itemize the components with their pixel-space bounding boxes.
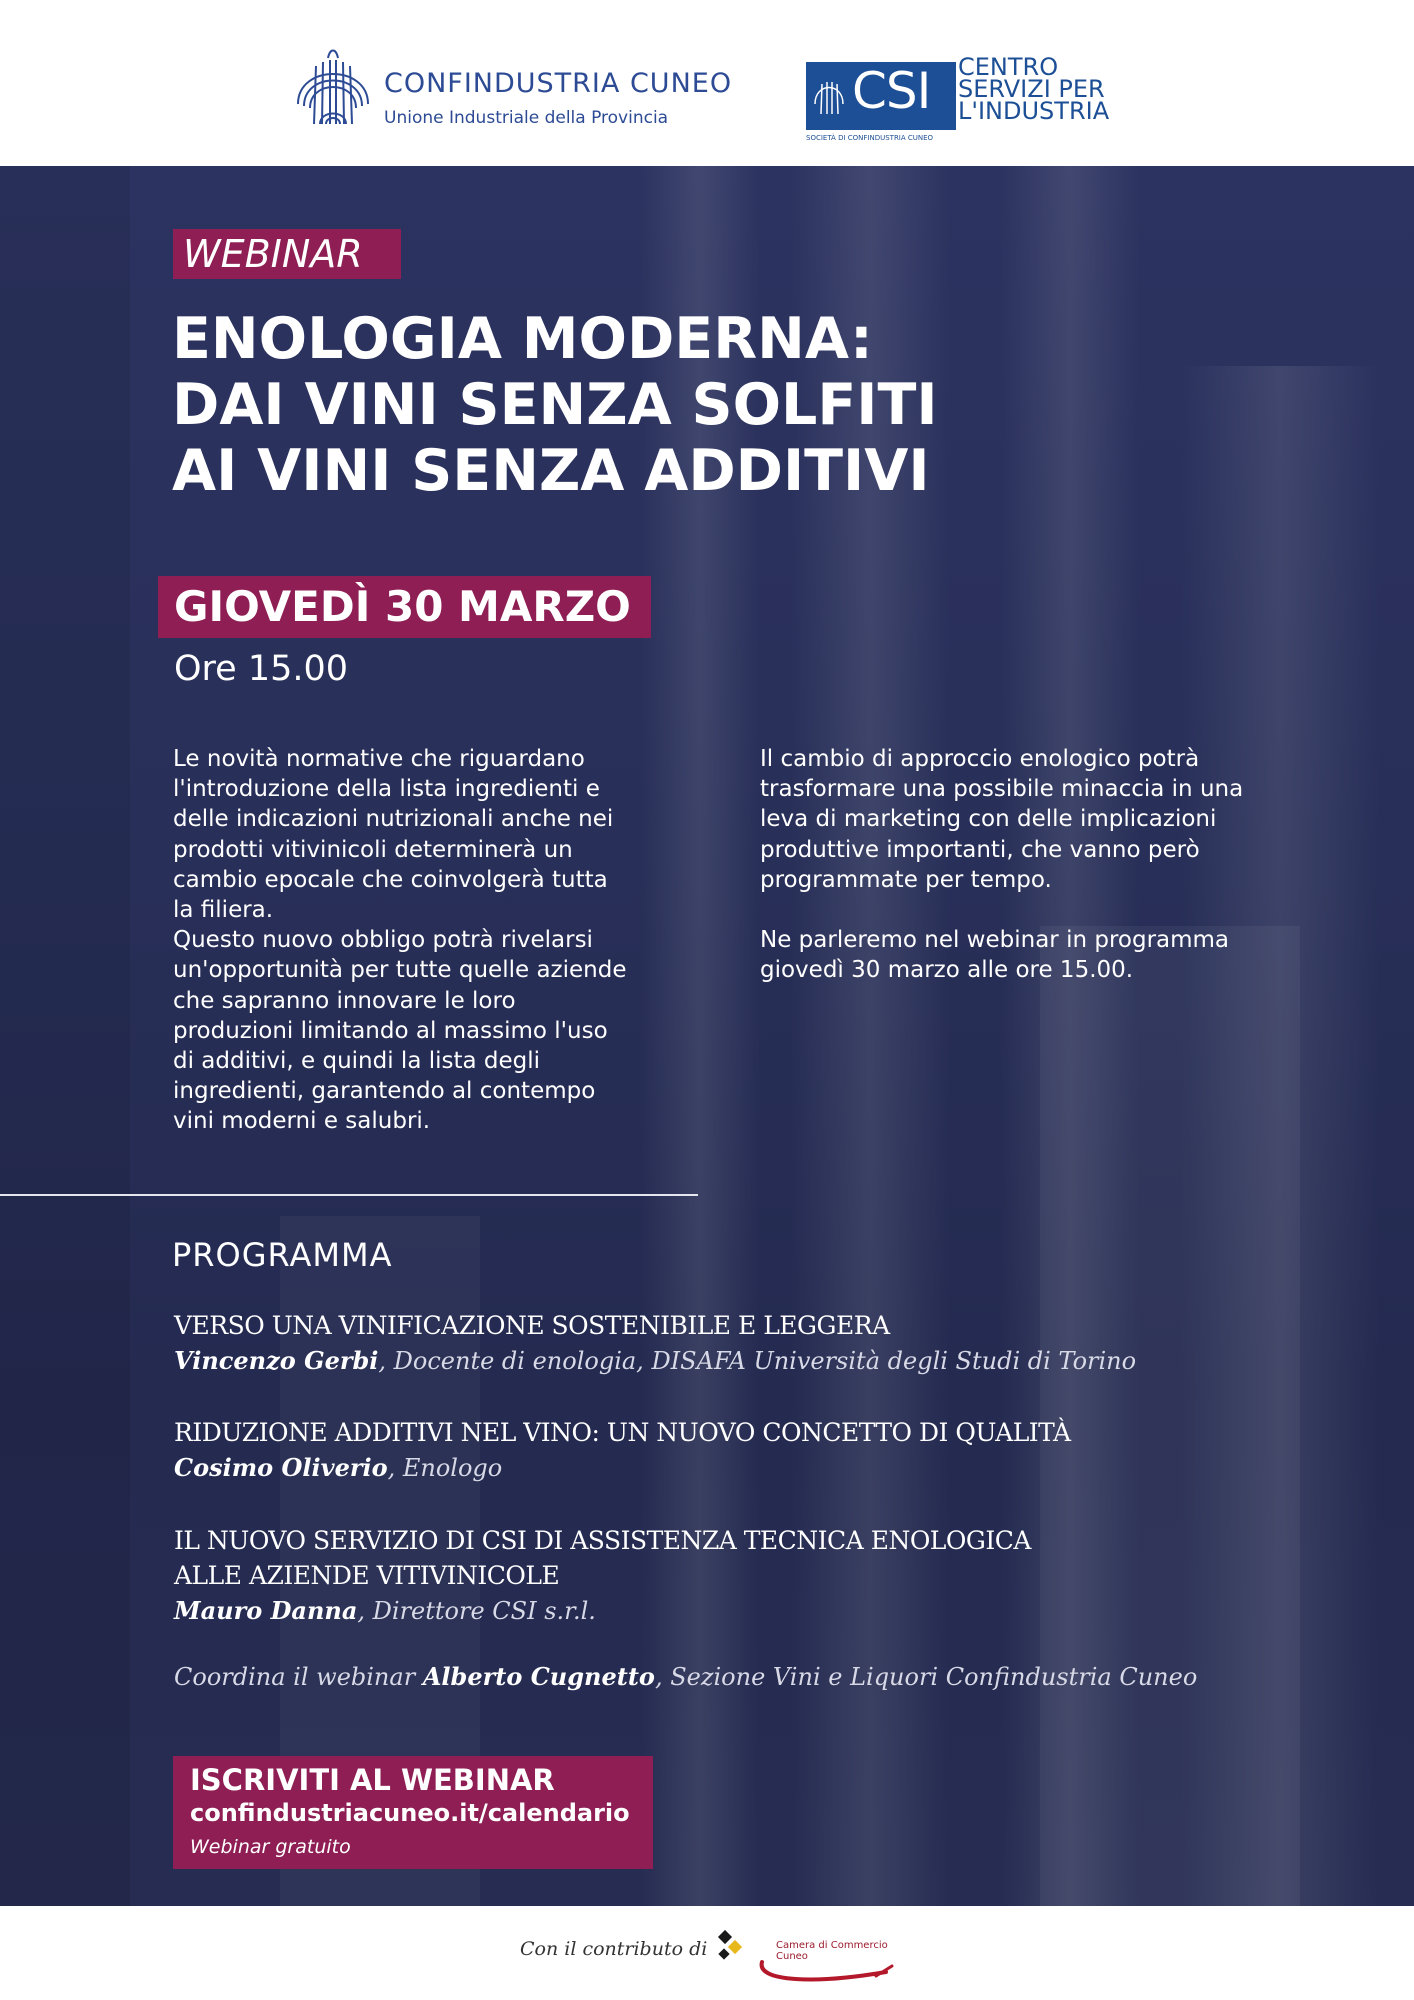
programma-item — [174, 1415, 1274, 1486]
camera-commercio-swoosh-icon — [756, 1952, 896, 1986]
programma-item-title-line: ALLE AZIENDE VITIVINICOLE — [174, 1561, 560, 1590]
speaker-name: Mauro Danna — [174, 1596, 358, 1625]
programma-item-title-line: RIDUZIONE ADDITIVI NEL VINO: UN NUOVO CONCETTO DI QUALITÀ — [174, 1418, 1071, 1447]
register-link[interactable]: confindustriacuneo.it/calendario — [190, 1799, 630, 1827]
programma-item-title — [174, 1308, 1274, 1343]
coordinator-name: Alberto Cugnetto — [422, 1662, 655, 1691]
coordinator-prefix: Coordina il webinar — [174, 1663, 423, 1691]
programma-item-title — [174, 1415, 1274, 1450]
csi-name-line: L'INDUSTRIA — [958, 97, 1110, 125]
footer — [0, 1906, 1414, 2000]
event-title — [172, 306, 1072, 504]
programma-item-title-line: VERSO UNA VINIFICAZIONE SOSTENIBILE E LEGGERA — [174, 1311, 890, 1340]
csi-shell-icon — [812, 76, 846, 116]
programma-item-title — [174, 1523, 1274, 1593]
confindustria-shell-icon — [290, 44, 376, 130]
event-title-line: AI VINI SENZA ADDITIVI — [172, 438, 930, 504]
header — [0, 0, 1414, 166]
event-date: GIOVEDÌ 30 MARZO — [158, 576, 651, 638]
camera-commercio-line: Cuneo — [776, 1951, 808, 1962]
speaker-name: Cosimo Oliverio — [174, 1453, 388, 1482]
csi-tagline: SOCIETÀ DI CONFINDUSTRIA CUNEO — [806, 134, 934, 142]
programma-item-speaker — [174, 1450, 1274, 1486]
confindustria-name: CONFINDUSTRIA CUNEO — [384, 68, 733, 99]
description-left: Le novità normative che riguardano l'introduzione della lista ingredienti e delle indicazioni nutrizionali anche nei prodotti vitivinicoli determinerà un cambio epocale che coinvolgerà tutta la filiera. Questo nuovo obbligo potrà rivelarsi un'opportunità per tutte quelle aziende che sapranno innovare le loro produzioni limitando al massimo l'uso di additivi, e quindi la lista degli ingredienti, garantendo al contempo vini moderni e salubri. — [173, 746, 627, 1135]
programma-item — [174, 1523, 1274, 1629]
speaker-name: Vincenzo Gerbi — [174, 1346, 379, 1375]
csi-logo-box — [806, 62, 956, 130]
csi-logo — [806, 53, 1146, 142]
coordinator-suffix: , Sezione Vini e Liquori Confindustria Cuneo — [654, 1663, 1198, 1691]
csi-name — [958, 53, 1110, 125]
confindustria-subtitle: Unione Industriale della Provincia — [384, 108, 669, 128]
register-note: Webinar gratuito — [190, 1836, 351, 1858]
register-box — [173, 1756, 653, 1869]
camera-commercio-line: Camera di Commercio — [776, 1940, 888, 1951]
csi-letters: CSI — [852, 62, 931, 120]
coordinator-note — [174, 1662, 1197, 1691]
programma-title: PROGRAMMA — [172, 1236, 393, 1274]
camera-commercio-logo — [716, 1924, 896, 1984]
event-title-line: DAI VINI SENZA SOLFITI — [172, 372, 938, 438]
register-title: ISCRIVITI AL WEBINAR — [190, 1763, 555, 1797]
contribution-label: Con il contributo di — [520, 1938, 708, 1960]
confindustria-logo — [290, 44, 733, 134]
description-right: Il cambio di approccio enologico potrà trasformare una possibile minaccia in una leva di marketing con delle implicazioni produttive importanti, che vanno però programmate per tempo. Ne parleremo nel webinar in programma giovedì 30 marzo alle ore 15.00. — [760, 746, 1244, 984]
programma-item — [174, 1308, 1274, 1379]
main-content — [0, 166, 1414, 1906]
programma-item-speaker — [174, 1593, 1274, 1629]
csi-name-line: SERVIZI PER — [958, 75, 1105, 103]
speaker-role: , Enologo — [387, 1454, 503, 1482]
csi-name-line: CENTRO — [958, 53, 1059, 81]
webinar-tag: WEBINAR — [173, 229, 401, 279]
speaker-role: , Docente di enologia, DISAFA Università degli Studi di Torino — [378, 1347, 1137, 1375]
speaker-role: , Direttore CSI s.r.l. — [357, 1597, 596, 1625]
event-time: Ore 15.00 — [174, 649, 349, 689]
programma-item-title-line: IL NUOVO SERVIZIO DI CSI DI ASSISTENZA TECNICA ENOLOGICA — [174, 1526, 1031, 1555]
camera-commercio-mark-icon — [716, 1930, 744, 1964]
section-divider — [0, 1194, 698, 1196]
event-title-line: ENOLOGIA MODERNA: — [172, 306, 873, 372]
programma-item-speaker — [174, 1343, 1274, 1379]
